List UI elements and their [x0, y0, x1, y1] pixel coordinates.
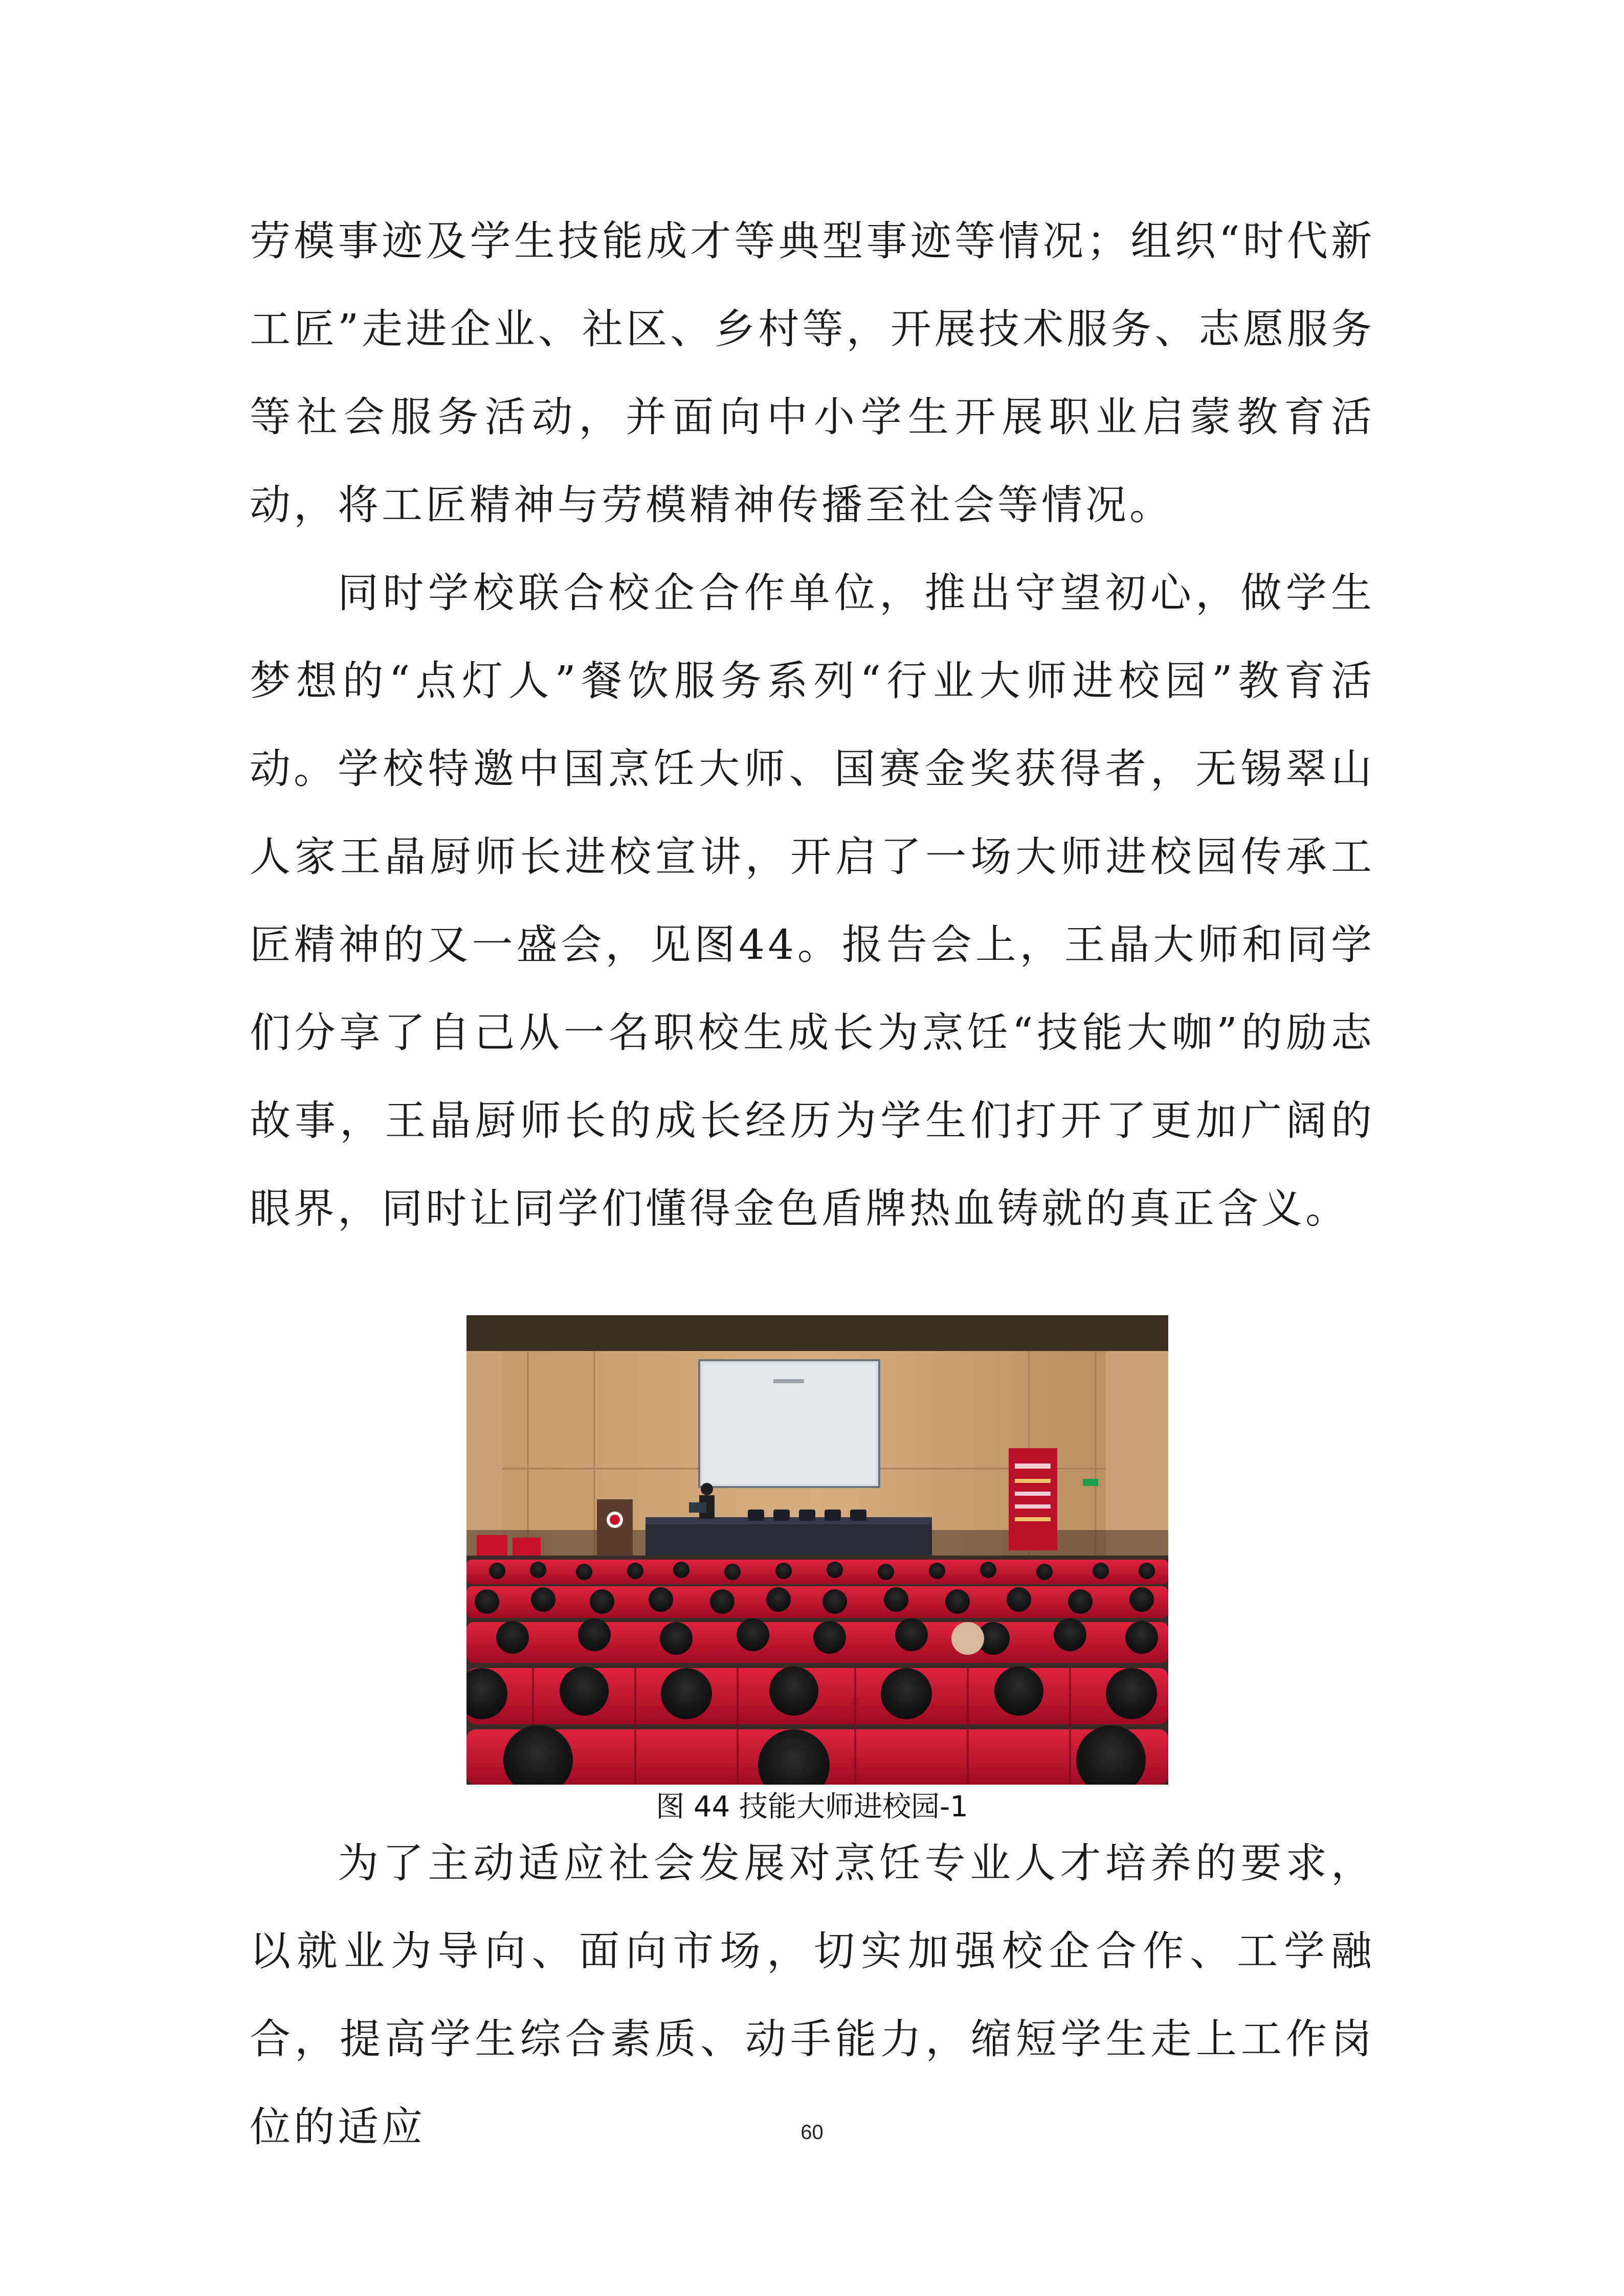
paragraph-2: 同时学校联合校企合作单位，推出守望初心，做学生梦想的“点灯人”餐饮服务系列“行业大师进校园”教育活动。: [250, 569, 1375, 793]
paragraph-1: 劳模事迹及学生技能成才等典型事迹等情况；组织“时代新工匠”走进企业、社区、乡村等，开展技术服务、志愿服务等社会服务活动，并面向中小学生开展职业启蒙教育活动，将工匠精神与劳模精神传播至社会等情况。: [250, 217, 1375, 529]
paragraph-3: 学校特邀中国烹饪大师、国赛金奖获得者，无锡翠山人家王晶厨师长进校宣讲，开启了一场大师进校园传承工匠精神的又一盛会，见图44。报告会上，王晶大师和同学们分享了自己从一名职校生成长为烹饪“技能大咖”的励志故事，王晶厨师长的成长经历为学生们打开了更加广阔的眼界，同时让同学们懂得金色盾牌热血铸就的真正含义。: [250, 745, 1375, 1232]
paragraph-5: 为了主动适应社会发展对烹饪专业人才培养的要求，以就业为导向、面向市场，切实加强校企合作、工学融合，提高学生综合素质、动手能力，缩短学生走上工作岗位的适应: [250, 1839, 1375, 2151]
page-number: 60: [800, 2121, 824, 2144]
figure-caption: 图 44 技能大师进校园-1: [656, 1790, 968, 1824]
figure-44-photo: [466, 1315, 1168, 1785]
auditorium-photo: [466, 1315, 1168, 1785]
